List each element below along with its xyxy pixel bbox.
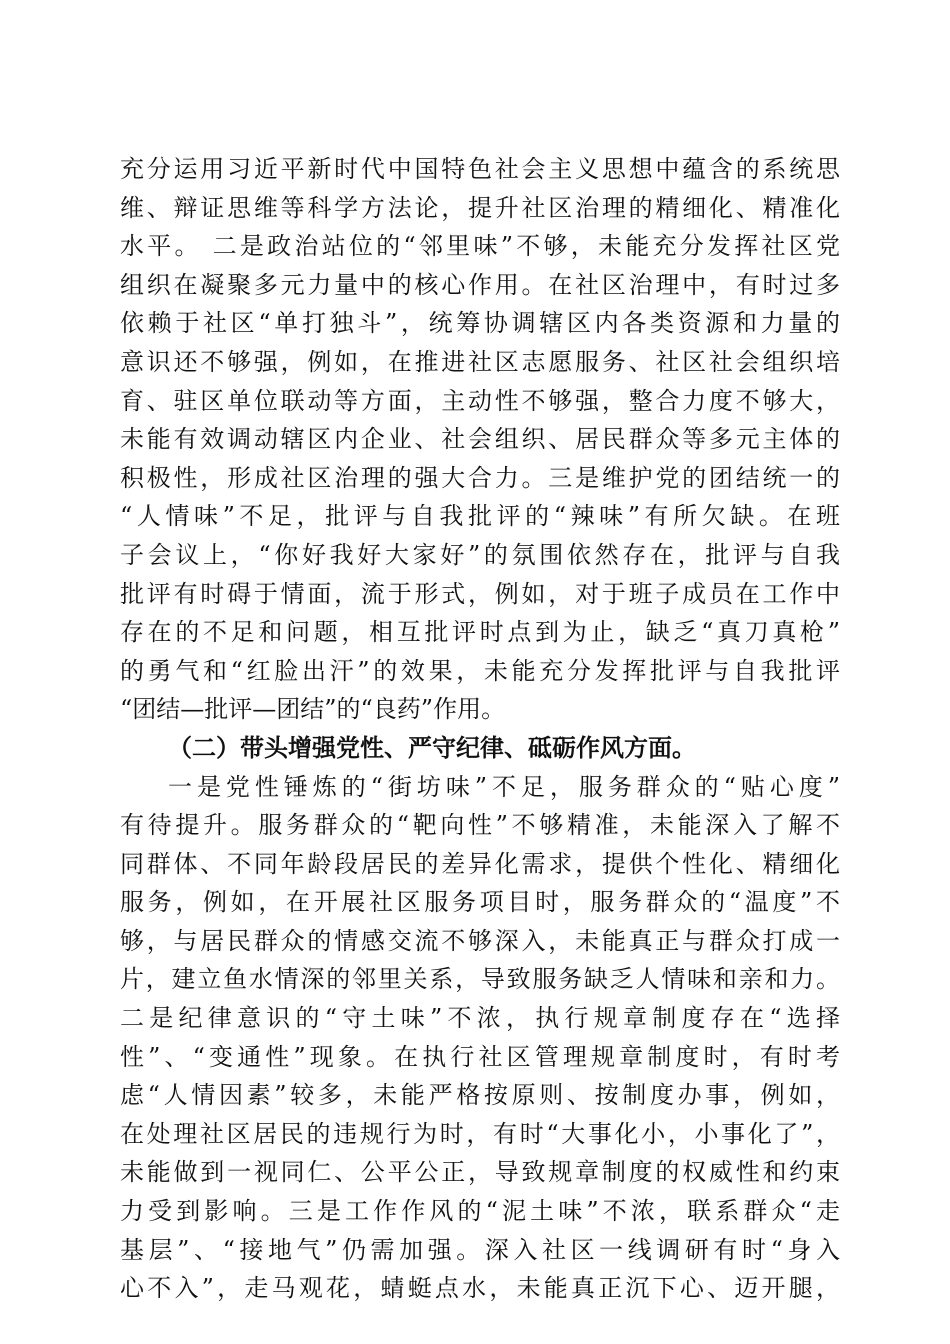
text-line: 存在的不足和问题，相互批评时点到为止，缺乏“真刀真枪” [120,618,840,647]
text-line: 充分运用习近平新时代中国特色社会主义思想中蕴含的系统思 [120,155,840,183]
text-line: 未能有效调动辖区内企业、社会组织、居民群众等多元主体的 [120,425,840,454]
text-line: 育、驻区单位联动等方面，主动性不够强，整合力度不够大， [120,386,840,415]
text-line: 力受到影响。三是工作作风的“泥土味”不浓，联系群众“走 [120,1197,840,1226]
text-line: 基层”、“接地气”仍需加强。深入社区一线调研有时“身入 [120,1235,840,1264]
text-line: “团结—批评—团结”的“良药”作用。 [120,695,506,724]
text-line: 二是纪律意识的“守土味”不浓，执行规章制度存在“选择 [120,1004,840,1033]
text-line: 未能做到一视同仁、公平公正，导致规章制度的权威性和约束 [120,1158,840,1187]
text-line: 组织在凝聚多元力量中的核心作用。在社区治理中，有时过多 [120,270,840,299]
text-line: 积极性，形成社区治理的强大合力。三是维护党的团结统一的 [120,463,840,492]
text-line: 依赖于社区“单打独斗”，统筹协调辖区内各类资源和力量的 [120,309,840,338]
text-line: “人情味”不足，批评与自我批评的“辣味”有所欠缺。在班 [120,502,840,531]
text-line: 同群体、不同年龄段居民的差异化需求，提供个性化、精细化 [120,849,840,878]
body-text [120,150,840,1308]
text-line: 意识还不够强，例如，在推进社区志愿服务、社区社会组织培 [120,347,840,376]
text-line: 一是党性锤炼的“街坊味”不足，服务群众的“贴心度” [168,772,840,801]
text-line: 服务，例如，在开展社区服务项目时，服务群众的“温度”不 [120,888,840,917]
text-line: 维、辩证思维等科学方法论，提升社区治理的精细化、精准化 [120,193,840,222]
text-line: 性”、“变通性”现象。在执行社区管理规章制度时，有时考 [120,1042,840,1071]
text-line: 心不入”，走马观花，蜻蜓点水，未能真正沉下心、迈开腿， [120,1274,840,1303]
text-line: 水平。 二是政治站位的“邻里味”不够，未能充分发挥社区党 [120,232,840,261]
text-line: 子会议上，“你好我好大家好”的氛围依然存在，批评与自我 [120,540,840,569]
section-heading: （二）带头增强党性、严守纪律、砥砺作风方面。 [168,732,696,762]
text-line: 的勇气和“红脸出汗”的效果，未能充分发挥批评与自我批评 [120,656,840,685]
text-line: 够，与居民群众的情感交流不够深入，未能真正与群众打成一 [120,926,840,955]
text-line: 有待提升。服务群众的“靶向性”不够精准，未能深入了解不 [120,811,840,840]
text-line: 片，建立鱼水情深的邻里关系，导致服务缺乏人情味和亲和力。 [120,965,840,994]
text-line: 批评有时碍于情面，流于形式，例如，对于班子成员在工作中 [120,579,840,608]
text-line: 在处理社区居民的违规行为时，有时“大事化小，小事化了”， [120,1119,840,1148]
text-line: 虑“人情因素”较多，未能严格按原则、按制度办事，例如， [120,1081,840,1110]
